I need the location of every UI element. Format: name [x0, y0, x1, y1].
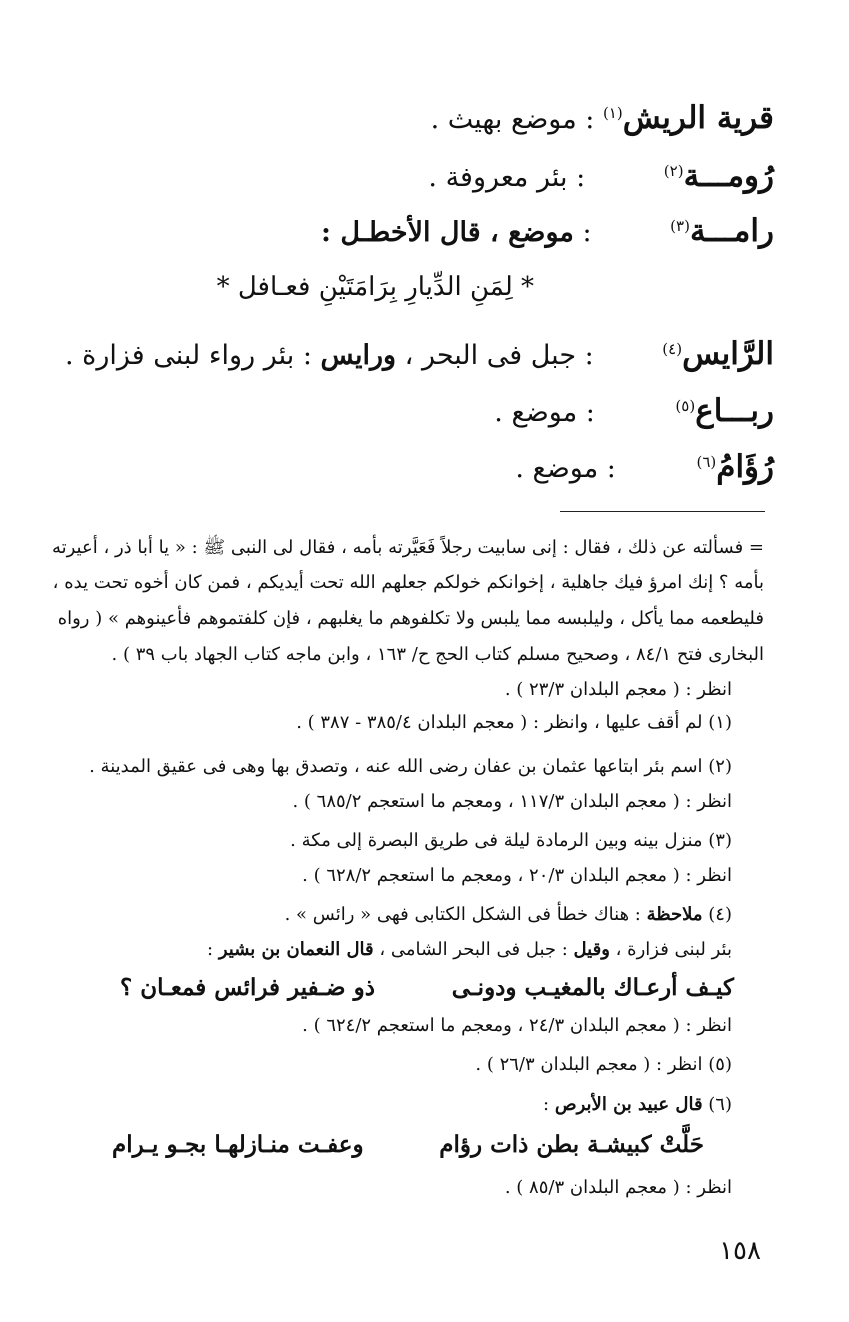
entry-al-rayis: [65, 336, 774, 372]
footnote-4-detail: بئر لبنى فزارة ، وقيل : جبل فى البحر الشامى ، قال النعمان بن بشير :: [207, 939, 732, 960]
footnote-4-verse-left: ذو ضـفير فرائس فمعـان ؟: [120, 974, 375, 1001]
entry-ramah: [321, 213, 774, 249]
entry-colon: :: [567, 162, 594, 193]
footnote-ref: (٦): [696, 453, 717, 471]
entry-colon: :: [576, 104, 603, 135]
footnote-separator: [560, 511, 765, 512]
entry-colon: :: [576, 340, 603, 371]
entry-rubaa: [494, 393, 774, 429]
footnote-4-ref: انظر : ( معجم البلدان ٢٤/٣ ، ومعجم ما استعجم ٦٢٤/٢ ) .: [302, 1015, 732, 1036]
entry-colon: :: [598, 453, 625, 484]
footnote-ref: (٥): [675, 397, 696, 415]
footnote-4: (٤) ملاحظة : هناك خطأ فى الشكل الكتابى فهى « رائس » .: [284, 904, 732, 925]
entry-colon: :: [577, 397, 604, 428]
verse-akhtal: * لِمَنِ الدِّيارِ بِرَامَتَيْنِ فعـافل *: [216, 272, 534, 302]
footnote-ref: (١): [602, 104, 623, 122]
entry-definition: موضع ، قال الأخطـل :: [321, 217, 574, 248]
footnote-continuation-line: بأمه ؟ إنك امرؤ فيك جاهلية ، إخوانكم خولكم جعلهم الله تحت أيديكم ، فمن كان أخوه تحت يده ،: [52, 572, 764, 593]
footnote-2: (٢) اسم بئر ابتاعها عثمان بن عفان رضى الله عنه ، وتصدق بها وهى فى عقيق المدينة .: [89, 756, 732, 777]
footnote-5: (٥) انظر : ( معجم البلدان ٢٦/٣ ) .: [475, 1054, 732, 1075]
footnote-continuation-line: = فسألته عن ذلك ، فقال : إنى سابيت رجلاً فَعَيَّرته بأمه ، فقال لى النبى ﷺ : « يا أبا ذر ، أعيرته: [51, 537, 764, 558]
entry-definition: موضع .: [515, 453, 599, 484]
entry-definition: بئر معروفة .: [428, 162, 568, 193]
footnote-2-ref: انظر : ( معجم البلدان ١١٧/٣ ، ومعجم ما استعجم ٦٨٥/٢ ) .: [292, 791, 732, 812]
footnote-ref: (٣): [670, 217, 690, 235]
entry-headword: الرَّايس: [682, 336, 774, 372]
footnote-6: (٦) قال عبيد بن الأبرص :: [543, 1094, 732, 1115]
footnote-1: (١) لم أقف عليها ، وانظر : ( معجم البلدان ٣٨٥/٤ - ٣٨٧ ) .: [296, 712, 732, 733]
entry-headword: رامـــة: [689, 213, 774, 249]
footnote-continuation-line: البخارى فتح ٨٤/١ ، وصحيح مسلم كتاب الحج ح/ ١٦٣ ، وابن ماجه كتاب الجهاد باب ٣٩ ) .: [111, 644, 764, 665]
page-number: ١٥٨: [719, 1236, 761, 1266]
entry-definition: موضع .: [494, 397, 578, 428]
footnote-3-ref: انظر : ( معجم البلدان ٢٠/٣ ، ومعجم ما استعجم ٦٢٨/٢ ) .: [302, 865, 732, 886]
entry-rumah: [428, 158, 774, 194]
footnote-4-verse-right: كيـف أرعـاك بالمغيـب ودونـى: [451, 974, 734, 1001]
footnote-3: (٣) منزل بينه وبين الرمادة ليلة فى طريق البصرة إلى مكة .: [290, 830, 732, 851]
footnote-continuation-line: فليطعمه مما يأكل ، وليلبسه مما يلبس ولا تكلفوهم ما يغلبهم ، فإن كلفتموهم فأعينوهم » ( رواه: [57, 608, 764, 629]
entry-definition: جبل فى البحر ، ورايس : بئر رواء لبنى فزارة .: [65, 340, 577, 371]
footnote-6-verse-left: وعفـت منـازلهـا بجـو يـرام: [112, 1131, 364, 1158]
entry-headword: ربـــاع: [695, 393, 774, 429]
entry-headword: رُومـــة: [683, 158, 774, 194]
entry-qaryat-al-rish: [431, 100, 774, 136]
entry-headword: قرية الريش: [622, 100, 774, 136]
entry-headword: رُؤَامُ: [716, 449, 774, 485]
entry-ruaam: [515, 449, 774, 485]
footnote-ref: (٤): [662, 340, 683, 358]
footnote-ref: (٢): [663, 162, 684, 180]
footnote-continuation-line: انظر : ( معجم البلدان ٢٣/٣ ) .: [504, 679, 732, 700]
footnote-6-verse-right: حَلَّتْ كبيشـة بطن ذات رؤام: [439, 1131, 704, 1158]
footnote-6-ref: انظر : ( معجم البلدان ٨٥/٣ ) .: [504, 1177, 732, 1198]
entry-colon: :: [573, 217, 601, 248]
entry-definition: موضع بهيث .: [430, 104, 577, 135]
